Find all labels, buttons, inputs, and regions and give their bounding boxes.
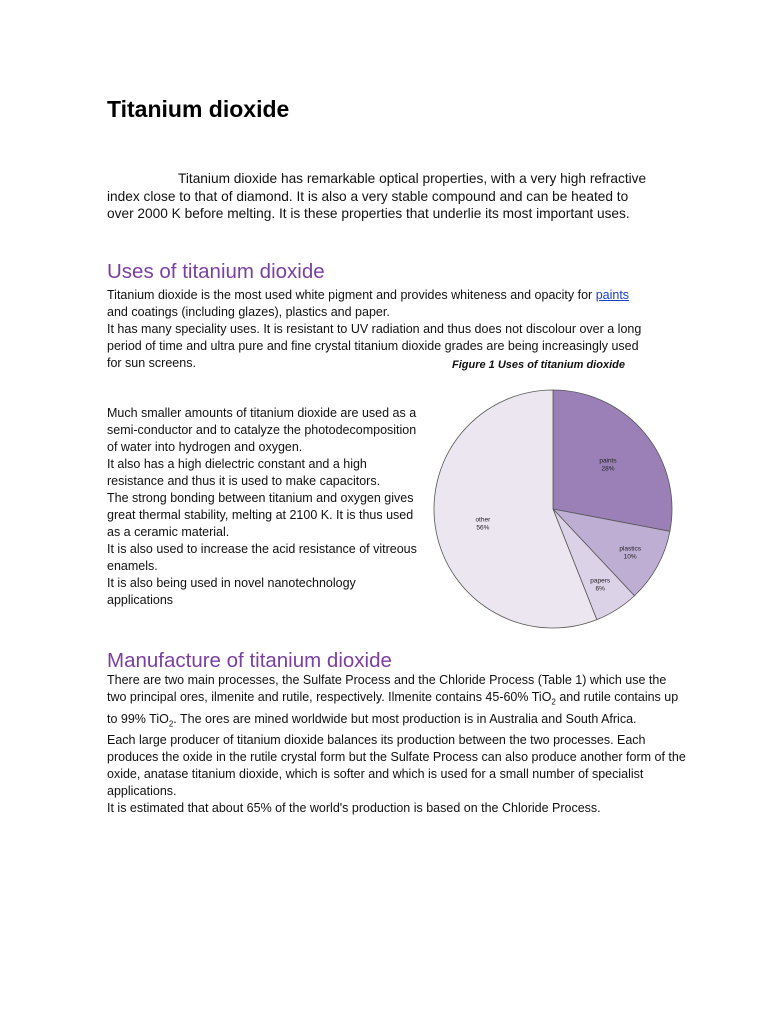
uses-column-item: Much smaller amounts of titanium dioxide are used as a semi-conductor and to catalyze the photodecomposition of water into hydrogen and oxygen. (107, 406, 417, 454)
intro-paragraph (107, 170, 652, 223)
manufacture-body (107, 672, 687, 817)
pie-value-plastics: 10% (623, 553, 637, 561)
pie-value-other: 56% (476, 524, 490, 532)
pie-label-paints: paints (599, 457, 617, 465)
manufacture-paragraph-1: There are two main processes, the Sulfate Process and the Chloride Process (Table 1) which use the two principal ores, ilmenite and rutile, respectively. Ilmenite contains 45-60% TiO$_2$ and rutile contains up to 99% TiO$_2$. The ores are mined worldwide but most production is in Australia and South Africa. (107, 673, 679, 728)
manufacture-section (107, 648, 392, 674)
uses-column-item: It is also being used in novel nanotechnology applications (107, 576, 356, 607)
pie-label-other: other (475, 516, 491, 524)
manufacture-heading: Manufacture of titanium dioxide (107, 649, 392, 672)
uses-paragraph-2: It has many speciality uses. It is resistant to UV radiation and thus does not discolour over a long period of time and ultra pure and fine crystal titanium dioxide grades are being increasingly used for sun screens. (107, 322, 642, 370)
uses-column-item: The strong bonding between titanium and oxygen gives great thermal stability, melting at 2100 K. It is thus used as a ceramic material. (107, 491, 414, 539)
paints-link[interactable]: paints (595, 288, 630, 302)
pie-value-papers: 6% (595, 585, 605, 593)
uses-column-item: It also has a high dielectric constant and a high resistance and thus it is used to make capacitors. (107, 457, 381, 488)
uses-column-item: It is also used to increase the acid resistance of vitreous enamels. (107, 542, 417, 573)
uses-column (107, 405, 422, 609)
intro-text: Titanium dioxide has remarkable optical properties, with a very high refractive index close to that of diamond. It is also a very stable compound and can be heated to over 2000 K before melting. It is these properties that underlie its most important uses. (107, 171, 647, 221)
page-title: Titanium dioxide (107, 96, 290, 122)
manufacture-paragraph-3: It is estimated that about 65% of the world's production is based on the Chloride Process. (107, 801, 601, 815)
pie-value-paints: 28% (601, 465, 615, 473)
manufacture-paragraph-2: Each large producer of titanium dioxide balances its production between the two processes. Each produces the oxide in the rutile crystal form but the Sulfate Process can also produce another form of the oxide, anatase titanium dioxide, which is softer and which is used for a small number of specialist applications. (107, 733, 686, 798)
pie-label-papers: papers (590, 577, 611, 585)
figure-caption: Figure 1 Uses of titanium dioxide (452, 359, 625, 371)
pie-label-plastics: plastics (619, 545, 642, 553)
uses-paragraph-1: Titanium dioxide is the most used white pigment and provides whiteness and opacity for paints and coatings (including glazes), plastics and paper. (107, 288, 630, 319)
uses-heading: Uses of titanium dioxide (107, 260, 325, 283)
uses-pie-chart (430, 388, 680, 638)
